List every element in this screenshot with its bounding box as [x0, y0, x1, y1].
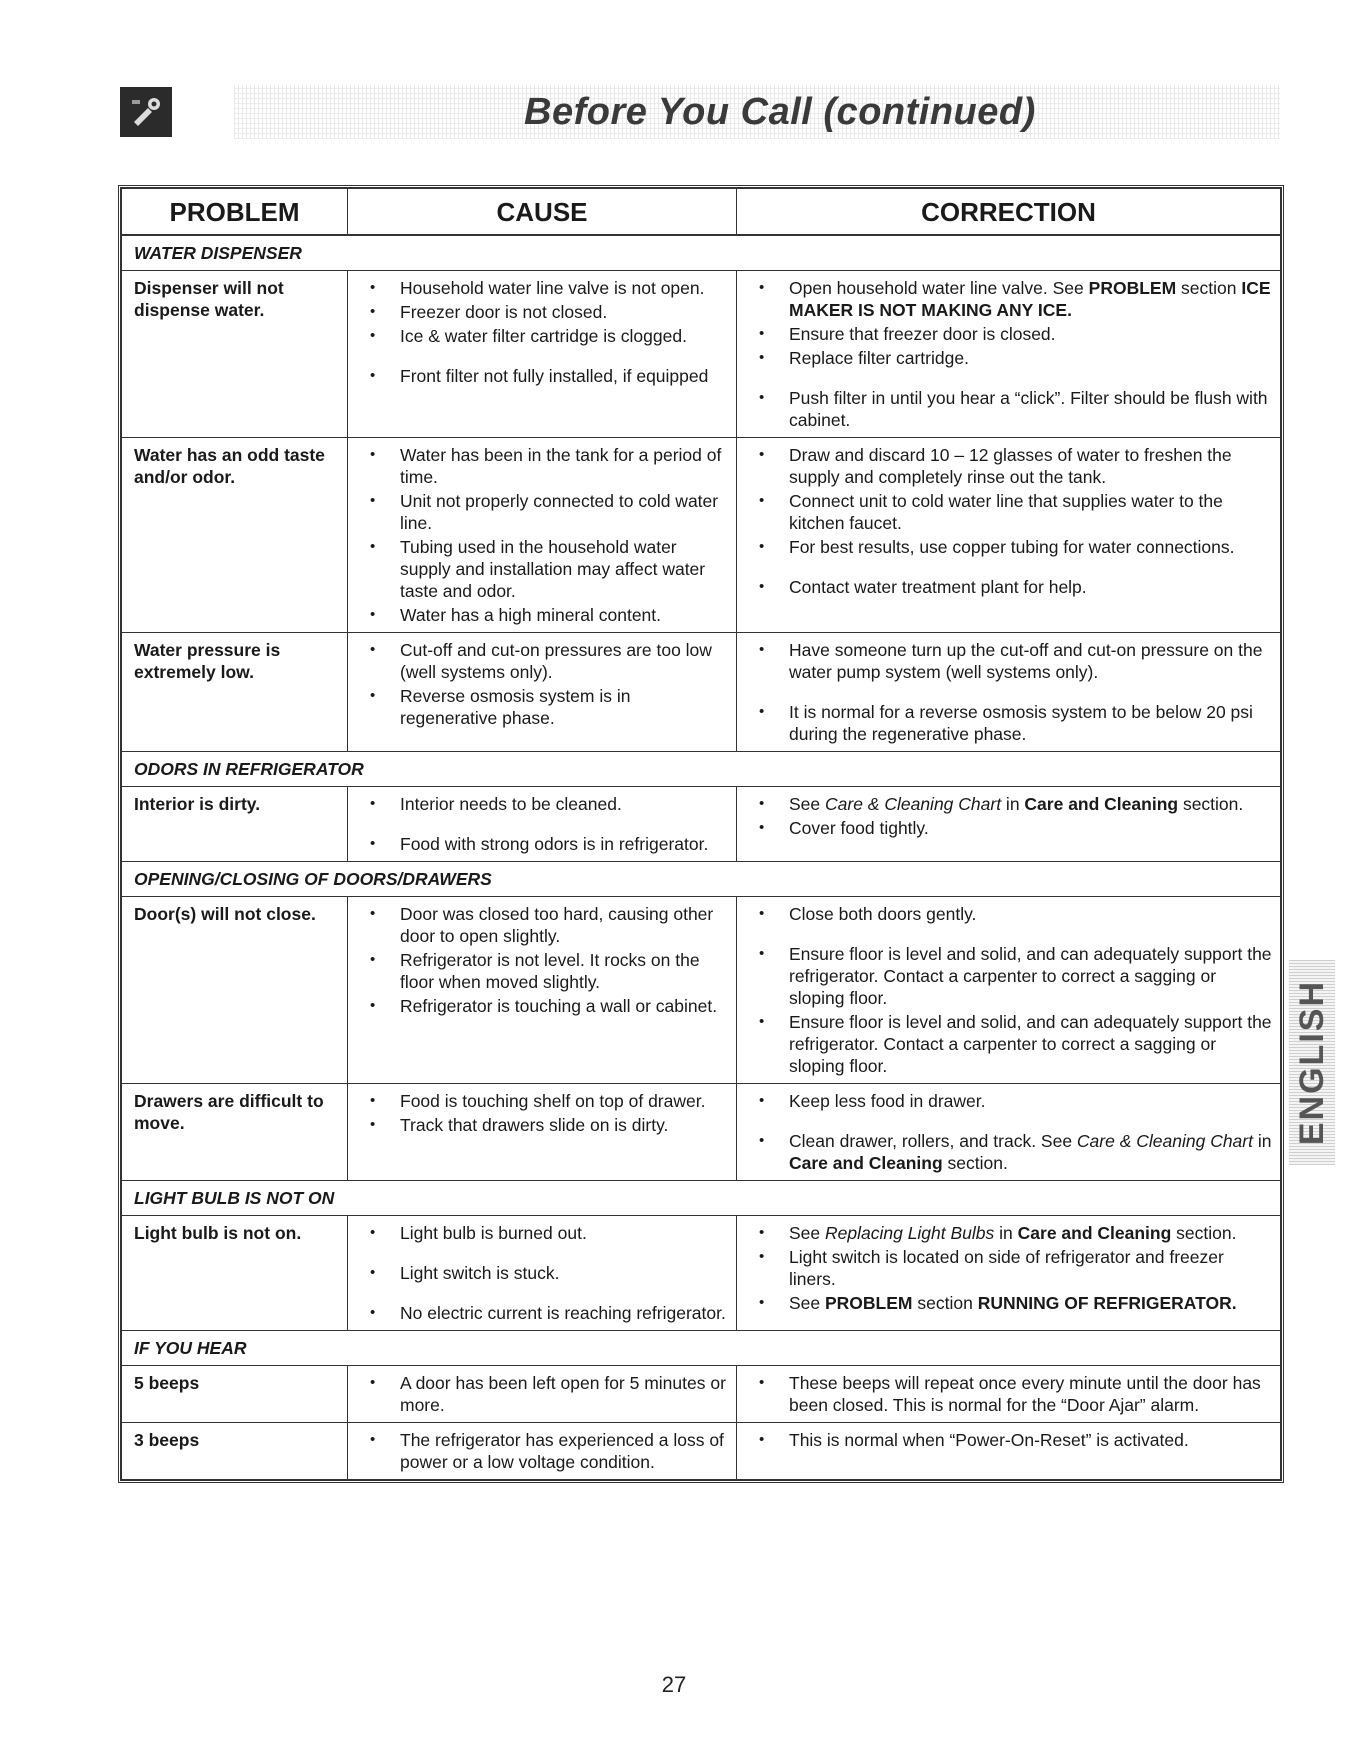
cause-cell	[348, 1423, 737, 1480]
correction-item: • Light switch is located on side of refrigerator and freezer liners.	[749, 1246, 1272, 1290]
correction-list	[749, 793, 1272, 839]
section-title: ODORS IN REFRIGERATOR	[122, 752, 1281, 787]
correction-cell	[737, 1423, 1281, 1480]
section-row	[122, 862, 1281, 897]
correction-item: • Ensure that freezer door is closed.	[749, 323, 1272, 345]
section-title: LIGHT BULB IS NOT ON	[122, 1181, 1281, 1216]
table-row	[122, 1084, 1281, 1181]
correction-list	[749, 1090, 1272, 1174]
correction-cell	[737, 271, 1281, 438]
page-header	[120, 82, 1280, 142]
correction-item: • Ensure floor is level and solid, and can adequately support the refrigerator. Contact a carpenter to correct a sagging or sloping floor.	[749, 943, 1272, 1009]
language-tab-label: ENGLISH	[1292, 979, 1331, 1146]
table-row	[122, 633, 1281, 752]
problem-cell: Light bulb is not on.	[122, 1216, 348, 1331]
cause-item: • The refrigerator has experienced a loss of power or a low voltage condition.	[360, 1429, 728, 1473]
cause-cell	[348, 1366, 737, 1423]
cause-item: • Food is touching shelf on top of drawer.	[360, 1090, 728, 1112]
cause-item: • Interior needs to be cleaned.	[360, 793, 728, 815]
cause-cell	[348, 1216, 737, 1331]
problem-cell: 5 beeps	[122, 1366, 348, 1423]
table-header-row	[122, 189, 1281, 236]
problem-cell: Drawers are difficult to move.	[122, 1084, 348, 1181]
correction-item: • These beeps will repeat once every minute until the door has been closed. This is normal for the “Door Ajar” alarm.	[749, 1372, 1272, 1416]
cause-item: • Door was closed too hard, causing other door to open slightly.	[360, 903, 728, 947]
repair-person-icon	[120, 87, 172, 137]
problem-cell: 3 beeps	[122, 1423, 348, 1480]
table-row	[122, 271, 1281, 438]
troubleshooting-table	[121, 188, 1281, 1480]
cause-cell	[348, 271, 737, 438]
table-row	[122, 438, 1281, 633]
cause-list	[360, 1372, 728, 1416]
cause-list	[360, 1222, 728, 1324]
section-row	[122, 752, 1281, 787]
cause-list	[360, 277, 728, 387]
cause-cell	[348, 438, 737, 633]
correction-item: • Close both doors gently.	[749, 903, 1272, 925]
table-row	[122, 1423, 1281, 1480]
cause-list	[360, 903, 728, 1017]
cause-item: • Freezer door is not closed.	[360, 301, 728, 323]
correction-item: • Clean drawer, rollers, and track. See Care & Cleaning Chart in Care and Cleaning section.	[749, 1130, 1272, 1174]
table-row	[122, 897, 1281, 1084]
correction-item: • Draw and discard 10 – 12 glasses of water to freshen the supply and completely rinse out the tank.	[749, 444, 1272, 488]
column-header-problem: PROBLEM	[122, 189, 348, 236]
correction-item: • For best results, use copper tubing for water connections.	[749, 536, 1272, 558]
cause-list	[360, 639, 728, 729]
correction-list	[749, 903, 1272, 1077]
correction-list	[749, 1222, 1272, 1314]
cause-item: • Light bulb is burned out.	[360, 1222, 728, 1244]
correction-item: • This is normal when “Power-On-Reset” is activated.	[749, 1429, 1272, 1451]
cause-item: • Ice & water filter cartridge is clogged.	[360, 325, 728, 347]
table-row	[122, 1216, 1281, 1331]
cause-item: • A door has been left open for 5 minutes or more.	[360, 1372, 728, 1416]
problem-cell: Interior is dirty.	[122, 787, 348, 862]
cause-list	[360, 444, 728, 626]
cause-cell	[348, 633, 737, 752]
cause-item: • Food with strong odors is in refrigerator.	[360, 833, 728, 855]
correction-item: • Have someone turn up the cut-off and cut-on pressure on the water pump system (well systems only).	[749, 639, 1272, 683]
cause-list	[360, 793, 728, 855]
cause-list	[360, 1090, 728, 1136]
cause-item: • Tubing used in the household water supply and installation may affect water taste and odor.	[360, 536, 728, 602]
correction-item: • Ensure floor is level and solid, and can adequately support the refrigerator. Contact a carpenter to correct a sagging or sloping floor.	[749, 1011, 1272, 1077]
table-row	[122, 1366, 1281, 1423]
correction-cell	[737, 438, 1281, 633]
section-row	[122, 1331, 1281, 1366]
correction-list	[749, 277, 1272, 431]
correction-item: • Keep less food in drawer.	[749, 1090, 1272, 1112]
table-body	[122, 235, 1281, 1480]
correction-item: • See Care & Cleaning Chart in Care and Cleaning section.	[749, 793, 1272, 815]
cause-cell	[348, 787, 737, 862]
correction-list	[749, 639, 1272, 745]
correction-cell	[737, 633, 1281, 752]
correction-list	[749, 1429, 1272, 1451]
section-title: WATER DISPENSER	[122, 235, 1281, 271]
cause-item: • Front filter not fully installed, if equipped	[360, 365, 728, 387]
correction-item: • Push filter in until you hear a “click”. Filter should be flush with cabinet.	[749, 387, 1272, 431]
cause-item: • Refrigerator is touching a wall or cabinet.	[360, 995, 728, 1017]
language-side-tab	[1289, 960, 1335, 1165]
correction-item: • Open household water line valve. See PROBLEM section ICE MAKER IS NOT MAKING ANY ICE.	[749, 277, 1272, 321]
correction-cell	[737, 787, 1281, 862]
correction-cell	[737, 1084, 1281, 1181]
cause-item: • Light switch is stuck.	[360, 1262, 728, 1284]
correction-item: • Connect unit to cold water line that supplies water to the kitchen faucet.	[749, 490, 1272, 534]
correction-list	[749, 444, 1272, 598]
cause-item: • Refrigerator is not level. It rocks on the floor when moved slightly.	[360, 949, 728, 993]
problem-cell: Dispenser will not dispense water.	[122, 271, 348, 438]
correction-item: • Cover food tightly.	[749, 817, 1272, 839]
correction-item: • See Replacing Light Bulbs in Care and Cleaning section.	[749, 1222, 1272, 1244]
problem-cell: Water pressure is extremely low.	[122, 633, 348, 752]
column-header-cause: CAUSE	[348, 189, 737, 236]
correction-item: • See PROBLEM section RUNNING OF REFRIGERATOR.	[749, 1292, 1272, 1314]
problem-cell: Water has an odd taste and/or odor.	[122, 438, 348, 633]
correction-cell	[737, 1216, 1281, 1331]
correction-list	[749, 1372, 1272, 1416]
cause-item: • Reverse osmosis system is in regenerative phase.	[360, 685, 728, 729]
cause-list	[360, 1429, 728, 1473]
cause-item: • Household water line valve is not open.	[360, 277, 728, 299]
table-row	[122, 787, 1281, 862]
page-number: 27	[661, 1672, 687, 1697]
correction-cell	[737, 897, 1281, 1084]
correction-item: • Replace filter cartridge.	[749, 347, 1272, 369]
cause-cell	[348, 897, 737, 1084]
cause-item: • Track that drawers slide on is dirty.	[360, 1114, 728, 1136]
page-title: Before You Call (continued)	[524, 90, 1036, 133]
correction-cell	[737, 1366, 1281, 1423]
troubleshooting-table-frame	[118, 185, 1284, 1483]
cause-item: • Cut-off and cut-on pressures are too low (well systems only).	[360, 639, 728, 683]
header-banner	[234, 85, 1280, 139]
correction-item: • Contact water treatment plant for help.	[749, 576, 1272, 598]
correction-item: • It is normal for a reverse osmosis system to be below 20 psi during the regenerative phase.	[749, 701, 1272, 745]
section-title: OPENING/CLOSING OF DOORS/DRAWERS	[122, 862, 1281, 897]
section-row	[122, 235, 1281, 271]
section-row	[122, 1181, 1281, 1216]
cause-item: • No electric current is reaching refrigerator.	[360, 1302, 728, 1324]
problem-cell: Door(s) will not close.	[122, 897, 348, 1084]
cause-cell	[348, 1084, 737, 1181]
cause-item: • Water has a high mineral content.	[360, 604, 728, 626]
cause-item: • Unit not properly connected to cold water line.	[360, 490, 728, 534]
cause-item: • Water has been in the tank for a period of time.	[360, 444, 728, 488]
column-header-correction: CORRECTION	[737, 189, 1281, 236]
section-title: IF YOU HEAR	[122, 1331, 1281, 1366]
